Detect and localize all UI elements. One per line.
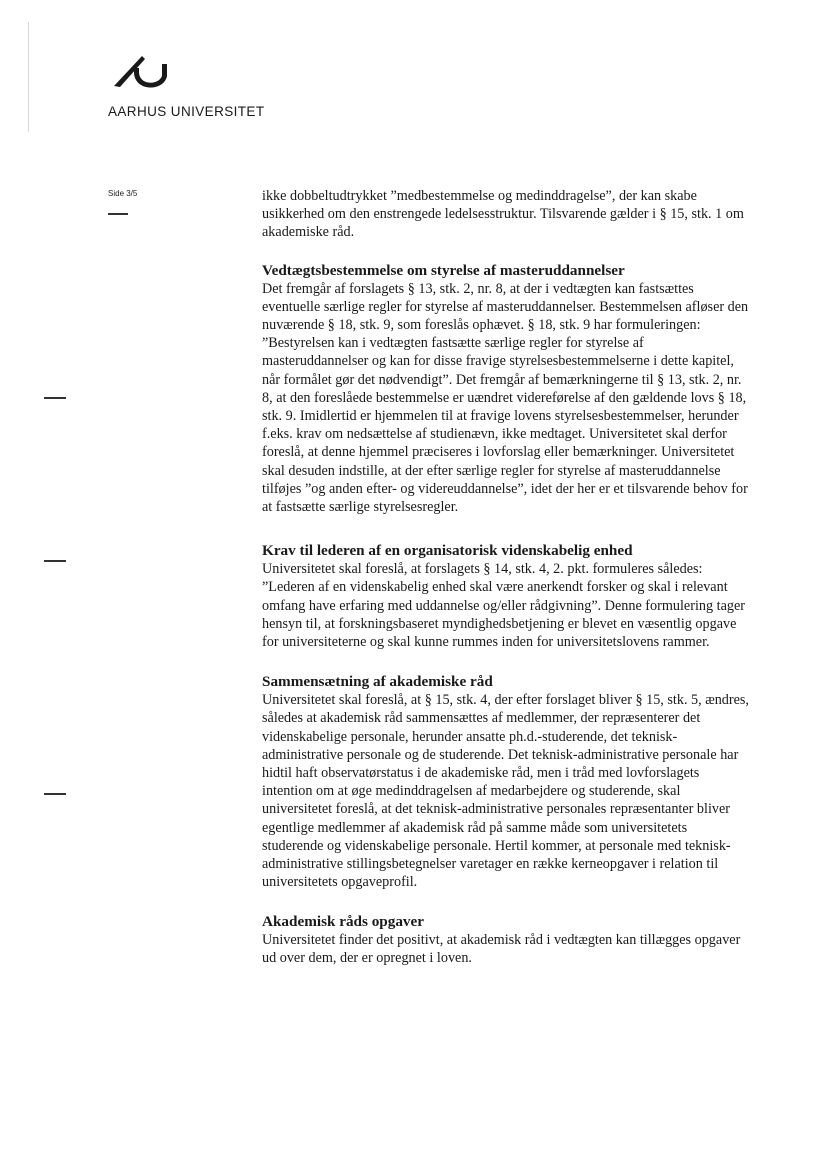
university-name: AARHUS UNIVERSITET	[108, 104, 265, 119]
section-body: Universitetet skal foreslå, at § 15, stk. 4, der efter forslaget bliver § 15, stk. 5, ændres, således at akademisk råd sammensættes af medlemmer, der repræsenterer det videnskabelige personale, herunder ansatte ph.d.-studerende, det teknisk-administrative personale og de studerende. Det teknisk-administrative personale har hidtil haft observatørstatus i de akademiske råd, men i tråd med lovforslagets intention om at øge medinddragelsen af medarbejdere og studerende, skal universitetet foreslå, at det teknisk-administrative personales repræsentanter bliver egentlige medlemmer af akademisk råd på samme måde som universitetets studerende og videnskabelige personale. Hertil kommer, at personale med teknisk-administrative stillingsbetegnelser varetager en række kerneopgaver i relation til universitetets opgaveprofil.	[262, 692, 749, 891]
section-leader-requirements	[262, 541, 752, 651]
section-academic-council-composition	[262, 672, 752, 891]
section-body: Det fremgår af forslagets § 13, stk. 2, nr. 8, at der i vedtægten kan fastsættes eventuelle særlige regler for styrelse af masteruddannelser. Bestemmelsen afløser den nuværende § 18, stk. 9, som foreslås ophævet. § 18, stk. 9 har formuleringen: ”Bestyrelsen kan i vedtægten fastsætte særlige regler for styrelse af masteruddannelser og kan for disse fravige styrelsesbestemmelserne i dette kapitel, når formålet gør det nødvendigt”. Det fremgår af bemærkningerne til § 13, stk. 2, nr. 8, at den foreslåede bestemmelse er uændret videreførelse af den gældende lovs § 18, stk. 9. Imidlertid er hjemmelen til at fravige lovens styrelsesbestemmelser, herunder f.eks. krav om nedsættelse af studienævn, ikke medtaget. Universitetet skal derfor foreslå, at denne hjemmel præciseres i lovforslag eller bemærkninger. Universitetet skal desuden indstille, at der efter særlige regler for styrelse af masteruddannelse tilføjes ”og anden efter- og videreuddannelse”, idet der her er et tilsvarende behov for at fastsætte særlige styrelsesregler.	[262, 280, 749, 516]
section-heading: Krav til lederen af en organisatorisk videnskabelig enhed	[262, 542, 633, 560]
scan-edge-line	[28, 22, 29, 132]
page-number: Side 3/5	[108, 189, 138, 198]
section-master-education	[262, 261, 752, 517]
section-academic-council-tasks	[262, 912, 752, 967]
intro-paragraph: ikke dobbeltudtrykket ”medbestemmelse og medinddragelse”, der kan skabe usikkerhed om den enstrengede ledelsesstruktur. Tilsvarende gælder i § 15, stk. 1 om akademiske råd.	[262, 188, 744, 241]
section-heading: Sammensætning af akademiske råd	[262, 673, 493, 691]
margin-mark	[44, 560, 66, 562]
section-heading: Vedtægtsbestemmelse om styrelse af masteruddannelser	[262, 261, 625, 279]
section-body: Universitetet finder det positivt, at akademisk råd i vedtægten kan tillægges opgaver ud over dem, der er opregnet i loven.	[262, 931, 741, 966]
section-heading: Akademisk råds opgaver	[262, 912, 425, 930]
section-body: Universitetet skal foreslå, at forslagets § 14, stk. 4, 2. pkt. formuleres således: ”Lederen af en videnskabelig enhed skal være anerkendt forsker og skal i relevant omfang have erfaring med uddannelse og/eller rådgivning”. Denne formulering tager hensyn til, at forskningsbaseret myndighedsbetjening er blevet en væsentlig opgave for universiteterne og skal kunne rummes inden for universitetslovens rammer.	[262, 561, 745, 651]
aarhus-university-logo	[112, 52, 192, 92]
margin-mark	[44, 397, 66, 399]
letter-body	[262, 187, 752, 967]
margin-mark	[44, 793, 66, 795]
page-number-rule	[108, 213, 128, 215]
